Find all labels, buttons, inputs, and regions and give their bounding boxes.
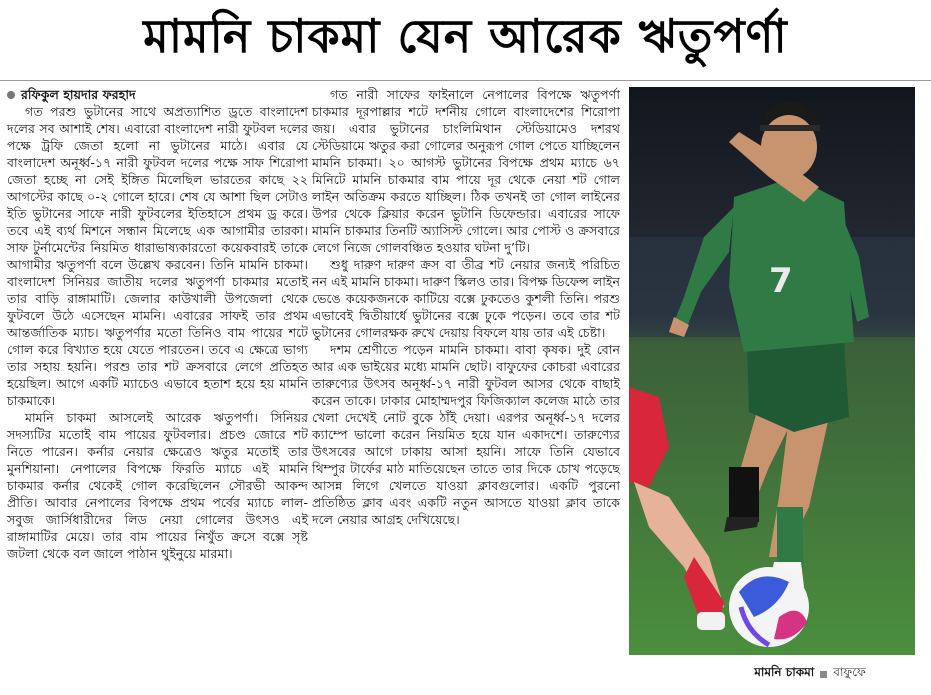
- paragraph: গত নারী সাফের ফাইনালে নেপালের বিপক্ষে ঋতুপর্ণা চাকমার দূরপাল্লার শটে দর্শনীয় গোলে বাংলাদেশের শিরোপা জয়। এবার ভুটানের চাংলিমিথান স্টেডিয়ামেও দশরথ স্টেডিয়ামে ঋতুর করা গোলের অনুরূপ গোল পেতে যাচ্ছিলেন মামনি চাকমা। ২০ আগস্ট ভুটানের বিপক্ষে প্রথম ম্যাচে ৬৭ মিনিটে মামনি চাকমার বাম পায়ে দূর থেকে নেয়া শট গোল লাইন অতিক্রম করতে যাচ্ছিল। ঠিক তখনই তা গোল লাইনের উপর থেকে ক্লিয়ার করেন ভুটানি ডিফেন্ডার। এবারের সাফে মামনি চাকমার তিনটি অ্যাসিস্ট গোলে। আর পোস্ট ও ক্রসবারে লেগে নিজে গোলবঞ্চিত হওয়ার ঘটনা দু’টি।: [312, 87, 620, 255]
- byline-bullet-icon: [7, 91, 15, 99]
- paragraph: শুধু দারুণ দারুণ ক্রস বা তীব্র শট নেয়ার জন্যই পরিচিত নন এই মামনি চাকমা। দারুণ স্কিলও তার। বিপক্ষ ডিফেন্স লাইন ভেঙে কয়েকজনকে কাটিয়ে বক্সে ঢুকতেও কুশলী তিনি। পরশু এভাবেই দ্বিতীয়ার্ধে ভুটানের বক্সে ঢুকে পড়েন। তবে তার শট ভুটানের গোলরক্ষক রুখে দেয়ায় বিফলে যায় তার এই চেষ্টা।: [312, 257, 620, 340]
- caption-separator-icon: [820, 671, 827, 678]
- caption-name: মামনি চাকমা: [754, 665, 815, 679]
- article-column-1: [7, 86, 308, 562]
- player-illustration: [629, 87, 915, 655]
- article-column-2: [312, 86, 620, 528]
- paragraph: দশম শ্রেণীতে পড়েন মামনি চাকমা। বাবা কৃষক। দুই বোন আর এক ভাইয়ের মধ্যে মামনি ছোট। বাফুফের কোচরা এবারের তারুণ্যের উৎসব অনূর্ধ্ব-১৭ নারী ফুটবল আসর থেকে বাছাই করেন তাকে। ঢাকার মোহাম্মদপুর ফিজিক্যাল কলেজ মাঠে তার খেলা দেখেই নোট বুকে ঠাঁই দেয়া। এরপর অনূর্ধ্ব-১৭ দলের ক্যাম্পে ভালো করেন নিয়মিত হয়ে যান একাদশে। তারুণ্যের উৎসবের আগে ঢাকায় আসা হয়নি। সাফে তিনি যেভাবে থিম্পুর টার্ফের মাঠ মাতিয়েছেন তাতে তার দিকে চোখ পড়েছে আসন্ন লিগে খেলতে যাওয়া ক্লাবগুলোর। একটি পুরনো প্রতিষ্ঠিত ক্লাব এবং একটি নতুন আসতে যাওয়া ক্লাব তাকে দলে নেয়ার আগ্রহ দেখিয়েছে।: [312, 342, 620, 527]
- photo-caption: [700, 664, 920, 684]
- paragraph: মামনি চাকমা আসলেই আরেক ঋতুপর্ণা। সিনিয়র সদস্যটির মতোই বাম পায়ের ফুটবলার। প্রচণ্ড জোরে শট নিতে পারেন। কর্নার নেয়ার ক্ষেত্রেও ঋতুর মতোই তার মুনশিয়ানা। নেপালের বিপক্ষে ফিরতি ম্যাচে এই মামনি চাকমার কর্নার থেকেই গোল করেছিলেন সৌরভী আকন্দ প্রীতি। আবার নেপালের বিপক্ষে প্রথম পর্বের ম্যাচে লাল-সবুজ জার্সিধারীদের লিড নেয়া গোলের উৎসও এই রাঙ্গামাটির মেয়ে। তার বাম পায়ের নিখুঁত ক্রসে বক্সে সৃষ্ট জটলা থেকে বল জালে পাঠান থুইনুয়ে মারমা।: [7, 410, 308, 561]
- headline-rule: [0, 80, 931, 81]
- jersey-number: 7: [769, 261, 793, 301]
- caption-credit: বাফুফে: [833, 665, 866, 679]
- paragraph: গত পরশু ভুটানের সাথে অপ্রত্যাশিত ড্রতে বাংলাদেশ দলের সব আশাই শেষ। এবারো বাংলাদেশ নারী ফুটবল দলের পক্ষে ট্রফি জেতা হলো না ভুটানের মাঠে। এবার যে বাংলাদেশ অনূর্ধ্ব-১৭ নারী ফুটবল দলের পক্ষে সাফ শিরোপা জেতা হচ্ছে না সেই ইঙ্গিত মিলেছিল ভারতের কাছে ২২ আগস্টের কাছে ০-২ গোলে হারে। শেষ যে আশা ছিল সেটাও ইতি ভুটানের সাফে নারী ফুটবলের ইতিহাসে প্রথম ড্র করে। তবে এই ব্যর্থ মিশনে সন্ধান মিলেছে এক আগামীর তারকা। সাফ টুর্নামেন্টের নিয়মিত ধারাভাষ্যকারতো কয়েকবারই তাকে আগামীর ঋতুপর্ণা বলে উল্লেখ করবেন। তিনি মামনি চাকমা। বাংলাদেশ সিনিয়র জাতীয় দলের ঋতুপর্ণা চাকমার মতোই তার বাড়ি রাঙ্গামাটি। জেলার কাউখালী উপজেলা থেকে ফুটবলে উঠে এসেছেন মামনি। এবারের সাফই তার প্রথম আন্তর্জাতিক ম্যাচ। ঋতুপর্ণার মতো তিনিও বাম পায়ের শটে গোল করে বিখ্যাত হয়ে যেতে পারতেন। তবে এ ক্ষেত্রে ভাগ্য তার সহায় হয়নি। পরশু তার শট ক্রসবারে লেগে প্রতিহত হয়েছিল। আগে একটি ম্যাচেও এভাবে হতাশ হয়ে হয় মামনি চাকমাকে।: [7, 104, 308, 408]
- player-photo: [629, 87, 915, 655]
- byline: [7, 86, 308, 103]
- byline-author: রফিকুল হায়দার ফরহাদ: [21, 87, 136, 102]
- headline: মামনি চাকমা যেন আরেক ঋতুপর্ণা: [143, 9, 788, 63]
